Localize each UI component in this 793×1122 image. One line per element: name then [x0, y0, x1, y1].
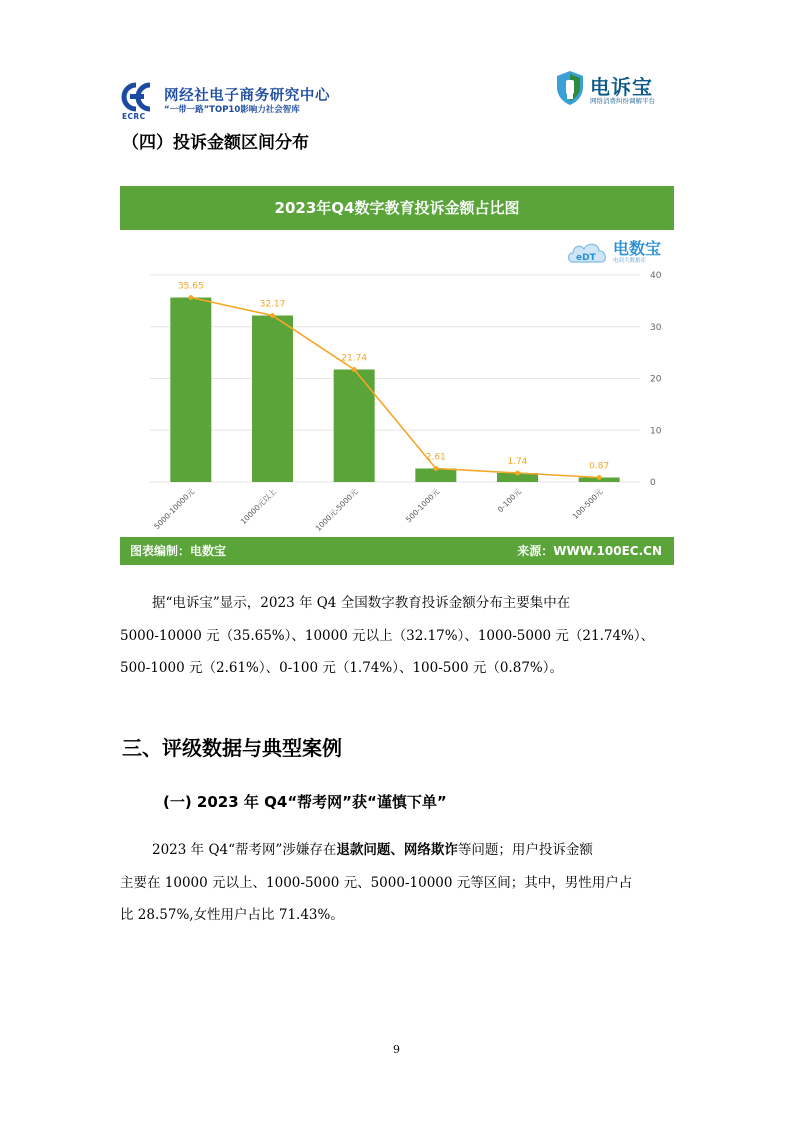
data-label: 21.74	[341, 353, 368, 364]
chart-footer	[120, 537, 674, 565]
data-label: 1.74	[507, 456, 528, 467]
y-tick-label: 10	[650, 426, 662, 437]
section-heading-ratings: 三、评级数据与典型案例	[122, 736, 342, 760]
ecrc-mark-icon	[120, 82, 156, 112]
paragraph-line	[152, 838, 593, 858]
line-point	[188, 295, 193, 300]
x-tick-label: 500-1000元	[404, 487, 442, 525]
y-tick-label: 40	[650, 271, 662, 281]
y-tick-label: 20	[650, 374, 662, 385]
bar	[252, 316, 293, 482]
line-point	[352, 367, 357, 372]
data-label: 2.61	[425, 452, 446, 463]
line-point	[515, 471, 520, 476]
x-tick-label: 0-100元	[495, 487, 523, 515]
dianshubao-complaint-logo	[555, 70, 675, 110]
paragraph-line: 主要在 10000 元以上、1000-5000 元、5000-10000 元等区间；其中，男性用户占	[120, 875, 633, 891]
complaint-brand-tagline: 网络消费纠纷调解平台	[590, 97, 655, 105]
paragraph-line: 比 28.57%,女性用户占比 71.43%。	[120, 907, 344, 923]
paragraph-line: 据“电诉宝”显示，2023 年 Q4 全国数字教育投诉金额分布主要集中在	[152, 595, 571, 611]
x-tick-label: 100-500元	[570, 487, 605, 521]
chart-footer-source: 来源：WWW.100EC.CN	[517, 544, 662, 558]
section-heading-complaint-amount: （四）投诉金额区间分布	[122, 133, 309, 153]
x-tick-label: 1000元-5000元	[313, 487, 360, 533]
watermark-sub: 电商大数据库	[613, 258, 647, 264]
bar	[170, 298, 211, 482]
data-label: 32.17	[259, 299, 286, 310]
paragraph-line: 500-1000 元（2.61%）、0-100 元（1.74%）、100-500 元（0.87%）。	[120, 660, 563, 676]
ecrc-slogan: “一带一路”TOP10影响力社会智库	[164, 105, 300, 115]
line-point	[597, 475, 602, 480]
paragraph-line: 5000-10000 元（35.65%）、10000 元以上（32.17%）、1000-5000 元（21.74%）、	[120, 628, 655, 644]
chart-footer-compiler: 图表编制：电数宝	[130, 544, 227, 558]
subsection-heading-bangkaowang: (一) 2023 年 Q4“帮考网”获“谨慎下单”	[163, 793, 447, 811]
svg-text:eDT: eDT	[576, 253, 596, 263]
y-tick-label: 30	[650, 322, 662, 333]
y-tick-label: 0	[650, 478, 656, 488]
data-label: 0.87	[589, 461, 610, 472]
line-point	[270, 313, 275, 318]
complaint-amount-chart	[120, 186, 674, 565]
paragraph-text: 2023 年 Q4“帮考网”涉嫌存在	[152, 842, 337, 858]
paragraph-emphasis: 退款问题、网络欺诈	[336, 842, 458, 858]
chart-title: 2023年Q4数字教育投诉金额占比图	[120, 186, 674, 230]
shield-icon	[555, 70, 585, 106]
line-point	[433, 466, 438, 471]
ecrc-abbr: ECRC	[122, 112, 146, 121]
page-number: 9	[393, 1043, 400, 1056]
x-tick-label: 10000元以上	[238, 487, 278, 527]
watermark-name: 电数宝	[613, 239, 662, 258]
chart-plot-area	[120, 186, 674, 565]
ecrc-name: 网经社电子商务研究中心	[164, 88, 331, 104]
ecrc-logo	[120, 78, 360, 121]
complaint-brand-name: 电诉宝	[590, 75, 653, 99]
paragraph-text: 等问题；用户投诉金额	[457, 842, 593, 858]
data-label: 35.65	[177, 281, 204, 292]
x-tick-label: 5000-10000元	[152, 487, 197, 532]
